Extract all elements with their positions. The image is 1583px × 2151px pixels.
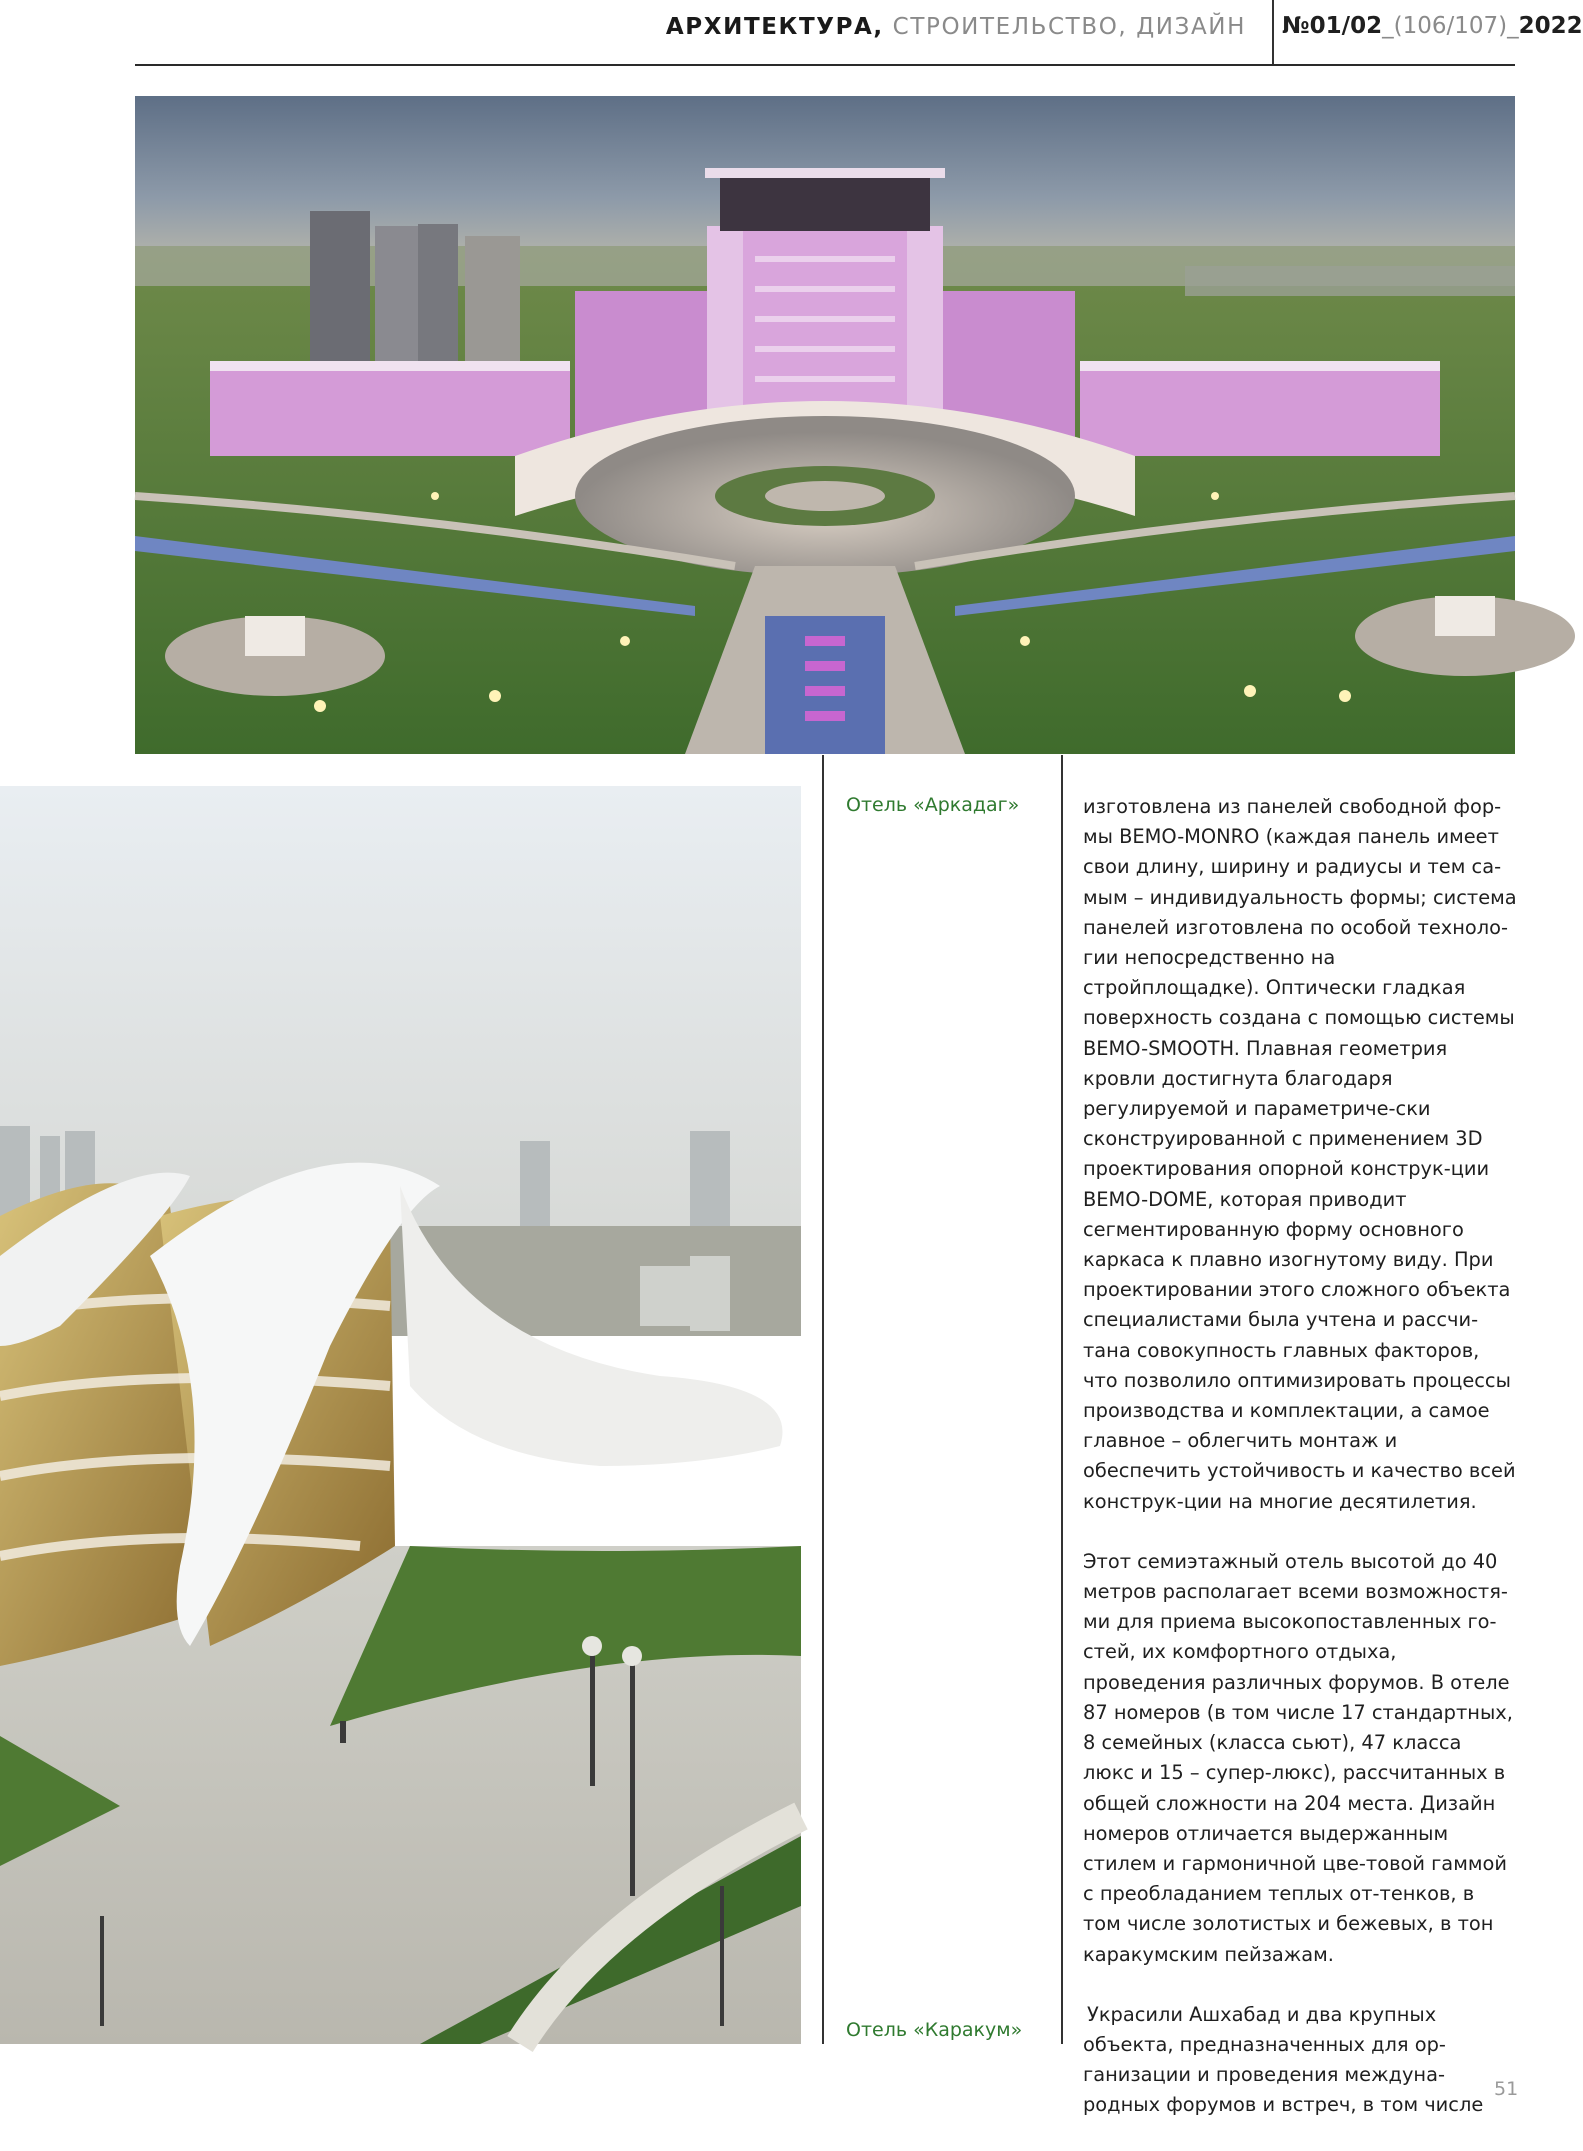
caption-arkadag: Отель «Аркадаг» bbox=[846, 794, 1020, 816]
page-number: 51 bbox=[1494, 2078, 1519, 2100]
paragraph-2: Этот семиэтажный отель высотой до 40 метров располагает всеми возможностя-ми для приема высокопоставленных го-стей, их комфортного отдыха, проведения различных форумов. В отеле 87 номеров (в том числе 17 стандартных, 8 семейных (класса сьют), 47 класса люкс и 15 – супер-люкс), рассчитанных в общей сложности на 204 места. Дизайн номеров отличается выдержанным стилем и гармоничной цве-товой гаммой с преобладанием теплых от-тенков, в том числе золотистых и бежевых, в тон каракумским пейзажам. bbox=[1083, 1549, 1513, 1966]
column-rule-right bbox=[1061, 755, 1063, 2044]
arkadag-hotel-photo bbox=[135, 96, 1515, 754]
journal-title bbox=[666, 14, 1246, 40]
karakum-hotel-photo bbox=[0, 786, 801, 2044]
paragraph-3: Украсили Ашхабад и два крупных объекта, предназначенных для ор-ганизации и проведения междуна-родных форумов и встреч, в том числе bbox=[1083, 2002, 1484, 2117]
section-rest: СТРОИТЕЛЬСТВО, ДИЗАЙН bbox=[883, 14, 1246, 40]
caption-karakum: Отель «Каракум» bbox=[846, 2019, 1023, 2041]
page-header bbox=[0, 0, 1583, 64]
article-body bbox=[1083, 792, 1518, 2151]
section-main: АРХИТЕКТУРА, bbox=[665, 14, 884, 40]
issue-number bbox=[1282, 13, 1583, 39]
header-rule bbox=[135, 64, 1515, 66]
column-rule-left bbox=[822, 755, 824, 2044]
header-separator bbox=[1272, 0, 1274, 64]
issue-num: _(106/107)_ bbox=[1382, 13, 1519, 39]
issue-year: 2022 bbox=[1518, 13, 1583, 39]
paragraph-1: изготовлена из панелей свободной фор-мы BEMO-MONRO (каждая панель имеет свои длину, ширину и радиусы и тем са-мым – индивидуальность формы; система панелей изготовлена по особой техноло-гии непосредственно на стройплощадке). Оптически гладкая поверхность создана с помощью системы BEMO-SMOOTH. Плавная геометрия кровли достигнута благодаря регулируемой и параметриче-ски сконструированной с применением 3D проектирования опорной конструк-ции BEMO-DOME, которая приводит сегментированную форму основного каркаса к плавно изогнутому виду. При проектировании этого сложного объекта специалистами была учтена и рассчи-тана совокупность главных факторов, что позволило оптимизировать процессы производства и комплектации, а самое главное – облегчить монтаж и обеспечить устойчивость и качество всей конструк-ции на многие десятилетия. bbox=[1083, 795, 1517, 1513]
issue-prefix: №01/02 bbox=[1282, 13, 1383, 39]
